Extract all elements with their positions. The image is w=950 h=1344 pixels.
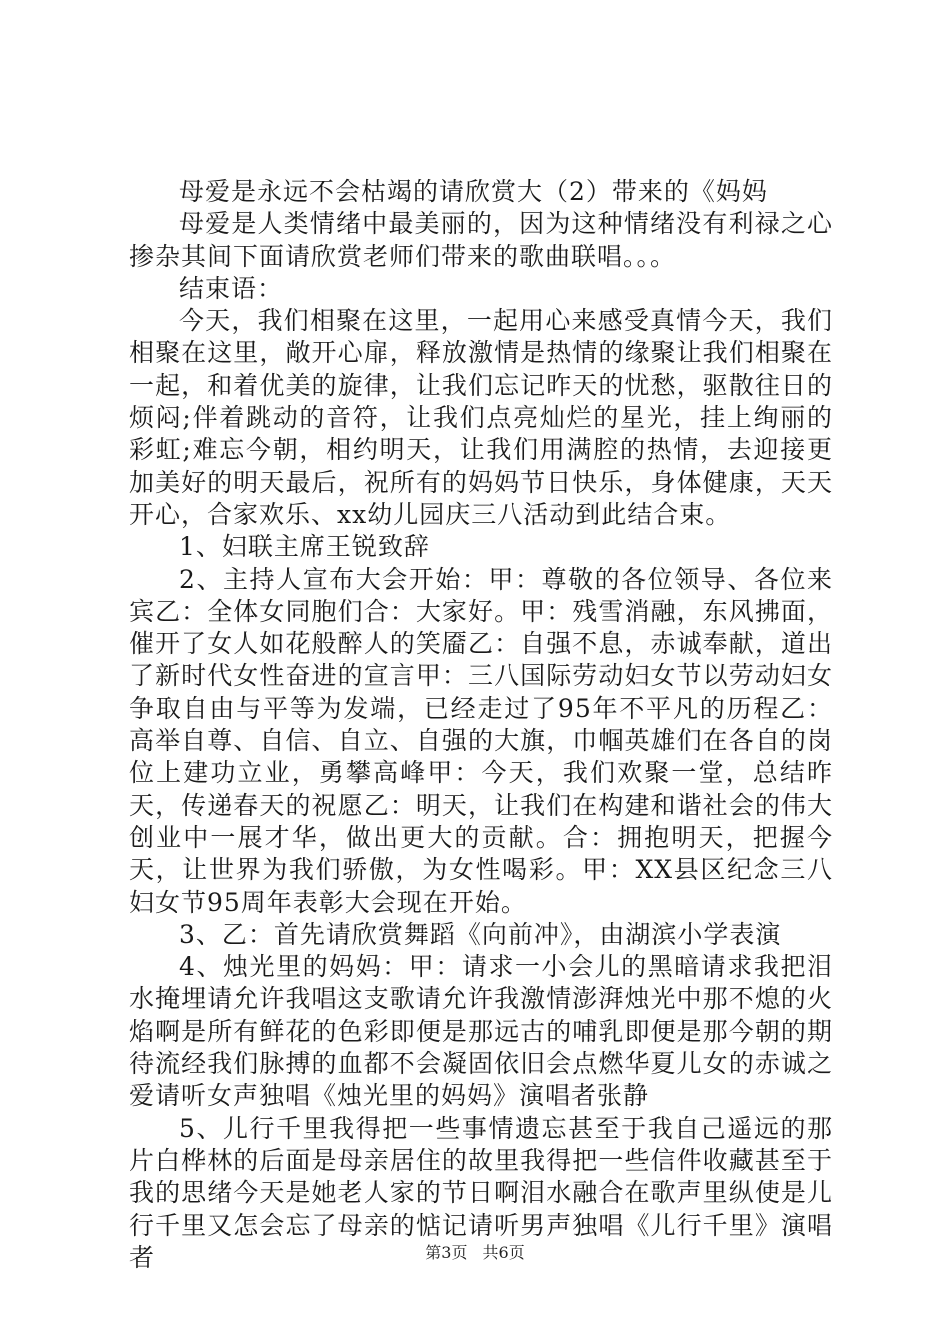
paragraph: 5、儿行千里我得把一些事情遗忘甚至于我自己遥远的那片白桦林的后面是母亲居住的故里我得把一些信件收藏甚至于我的思绪今天是她老人家的节日啊泪水融合在歌声里纵使是儿行千里又怎会忘了母亲的惦记请听男声独唱《儿行千里》演唱者 [129,1113,833,1272]
paragraph: 今天，我们相聚在这里，一起用心来感受真情今天，我们相聚在这里，敞开心扉，释放激情是热情的缘聚让我们相聚在一起，和着优美的旋律，让我们忘记昨天的忧愁，驱散往日的烦闷;伴着跳动的音符，让我们点亮灿烂的星光，挂上绚丽的彩虹;难忘今朝，相约明天，让我们用满腔的热情，去迎接更加美好的明天最后，祝所有的妈妈节日快乐，身体健康，天天开心，合家欢乐、xx幼儿园庆三八活动到此结合束。 [129,306,833,529]
paragraph: 结束语： [179,273,284,303]
page-footer [0,1243,950,1263]
paragraph: 1、妇联主席王锐致辞 [179,532,430,562]
page-number: 第3页 [425,1243,468,1262]
paragraph: 2、主持人宣布大会开始：甲：尊敬的各位领导、各位来宾乙：全体女同胞们合：大家好。甲：残雪消融，东风拂面，催开了女人如花般醉人的笑靥乙：自强不息，赤诚奉献，道出了新时代女性奋进的宣言甲：三八国际劳动妇女节以劳动妇女争取自由与平等为发端，已经走过了95年不平凡的历程乙：高举自尊、自信、自立、自强的大旗，巾帼英雄们在各自的岗位上建功立业，勇攀高峰甲：今天，我们欢聚一堂，总结昨天，传递春天的祝愿乙：明天，让我们在构建和谐社会的伟大创业中一展才华，做出更大的贡献。合：拥抱明天，把握今天，让世界为我们骄傲，为女性喝彩。甲：XX县区纪念三八妇女节95周年表彰大会现在开始。 [129,564,833,917]
document-body [129,176,833,1274]
paragraph: 3、乙：首先请欣赏舞蹈《向前冲》，由湖滨小学表演 [179,919,782,949]
page-total: 共6页 [482,1243,525,1262]
paragraph: 母爱是人类情绪中最美丽的，因为这种情绪没有利禄之心掺杂其间下面请欣赏老师们带来的歌曲联唱。。。 [129,209,833,271]
paragraph: 母爱是永远不会枯竭的请欣赏大（2）带来的《妈妈 [179,177,768,206]
paragraph: 4、烛光里的妈妈：甲：请求一小会儿的黑暗请求我把泪水掩埋请允许我唱这支歌请允许我激情澎湃烛光中那不熄的火焰啊是所有鲜花的色彩即便是那远古的哺乳即便是那今朝的期待流经我们脉搏的血都不会凝固依旧会点燃华夏儿女的赤诚之爱请听女声独唱《烛光里的妈妈》演唱者张静 [129,952,833,1111]
